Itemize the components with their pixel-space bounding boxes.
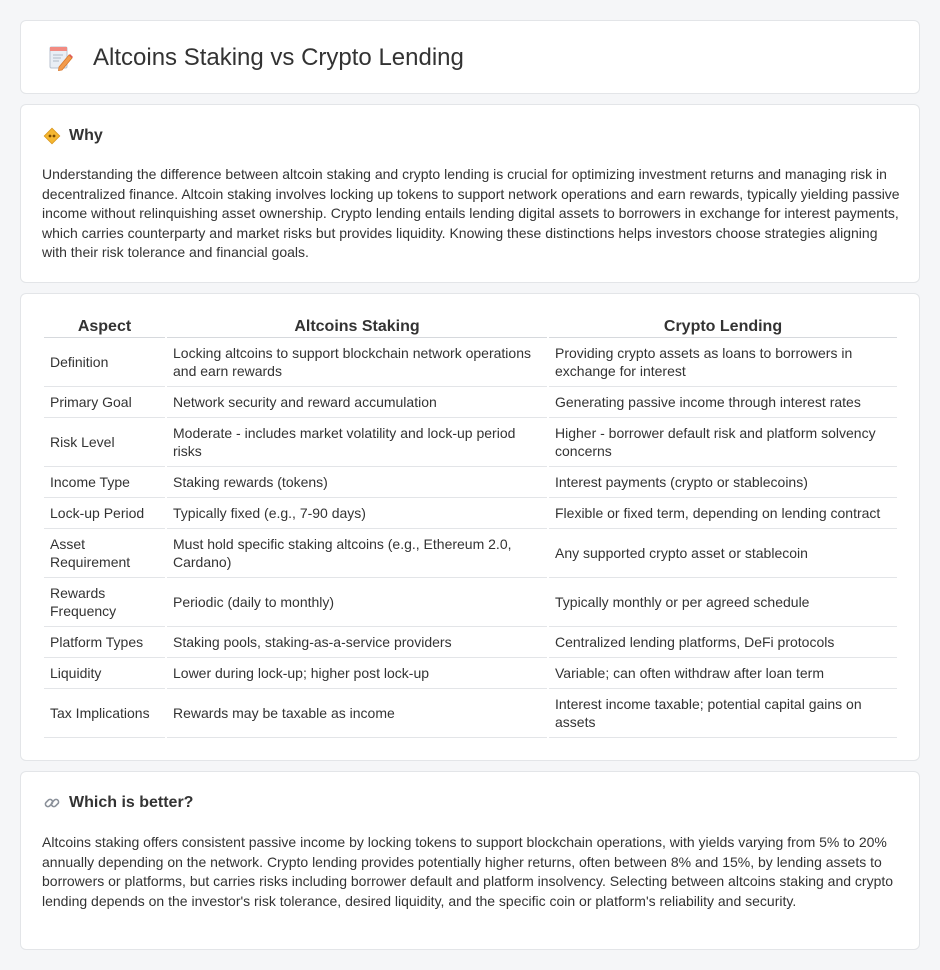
document-edit-icon xyxy=(45,43,75,73)
cell-lending: Generating passive income through interest rates xyxy=(549,387,897,418)
table-row xyxy=(44,529,897,578)
cell-staking: Typically fixed (e.g., 7-90 days) xyxy=(167,498,547,529)
table-row xyxy=(44,467,897,498)
cell-aspect: Liquidity xyxy=(44,658,165,689)
cell-staking: Must hold specific staking altcoins (e.g., Ethereum 2.0, Cardano) xyxy=(167,529,547,578)
cell-aspect: Risk Level xyxy=(44,418,165,467)
cell-lending: Providing crypto assets as loans to borrowers in exchange for interest xyxy=(549,338,897,387)
cell-lending: Interest payments (crypto or stablecoins) xyxy=(549,467,897,498)
cell-lending: Higher - borrower default risk and platform solvency concerns xyxy=(549,418,897,467)
cell-aspect: Platform Types xyxy=(44,627,165,658)
cell-staking: Periodic (daily to monthly) xyxy=(167,578,547,627)
table-row xyxy=(44,658,897,689)
cell-lending: Flexible or fixed term, depending on lending contract xyxy=(549,498,897,529)
table-row xyxy=(44,418,897,467)
cell-lending: Variable; can often withdraw after loan term xyxy=(549,658,897,689)
better-text: Altcoins staking offers consistent passive income by locking tokens to support blockchain operations, with yields varying from 5% to 20% annually depending on the network. Crypto lending provides potentially higher returns, often between 8% and 15%, by lending assets to borrowers or platforms, but carries risks including borrower default and platform insolvency. Selecting between altcoins staking and crypto lending depends on the investor's risk tolerance, desired liquidity, and the specific coin or platform's reliability and security. xyxy=(42,834,894,909)
table-row xyxy=(44,627,897,658)
comparison-section xyxy=(20,293,920,761)
header-altcoins-staking: Altcoins Staking xyxy=(167,314,547,338)
cell-aspect: Asset Requirement xyxy=(44,529,165,578)
cell-staking: Moderate - includes market volatility and lock-up period risks xyxy=(167,418,547,467)
cell-aspect: Tax Implications xyxy=(44,689,165,738)
table-row xyxy=(44,578,897,627)
cell-lending: Interest income taxable; potential capital gains on assets xyxy=(549,689,897,738)
why-heading: Why xyxy=(69,127,103,144)
cell-aspect: Rewards Frequency xyxy=(44,578,165,627)
comparison-table xyxy=(42,314,899,738)
cell-staking: Locking altcoins to support blockchain network operations and earn rewards xyxy=(167,338,547,387)
cell-aspect: Lock-up Period xyxy=(44,498,165,529)
cell-staking: Staking rewards (tokens) xyxy=(167,467,547,498)
link-icon xyxy=(43,794,61,812)
cell-lending: Any supported crypto asset or stablecoin xyxy=(549,529,897,578)
better-heading-row xyxy=(43,794,193,812)
cell-aspect: Primary Goal xyxy=(44,387,165,418)
title-row xyxy=(45,43,464,73)
header-aspect: Aspect xyxy=(44,314,165,338)
why-section xyxy=(20,104,920,283)
header-crypto-lending: Crypto Lending xyxy=(549,314,897,338)
why-text: Understanding the difference between altcoin staking and crypto lending is crucial for optimizing investment returns and managing risk in decentralized finance. Altcoin staking involves locking up tokens to support network operations and earn rewards, typically yielding passive income without relinquishing asset ownership. Crypto lending entails lending digital assets to borrowers in exchange for interest payments, which carries counterparty and market risks but provides liquidity. Knowing these distinctions helps investors choose strategies aligning with their risk tolerance and financial goals. xyxy=(42,166,900,260)
title-card xyxy=(20,20,920,94)
table-row xyxy=(44,338,897,387)
cell-staking: Rewards may be taxable as income xyxy=(167,689,547,738)
table-row xyxy=(44,689,897,738)
why-heading-row xyxy=(43,127,103,145)
cell-staking: Staking pools, staking-as-a-service providers xyxy=(167,627,547,658)
better-heading: Which is better? xyxy=(69,794,194,811)
table-row xyxy=(44,498,897,529)
table-row xyxy=(44,387,897,418)
cell-staking: Lower during lock-up; higher post lock-up xyxy=(167,658,547,689)
page-title: Altcoins Staking vs Crypto Lending xyxy=(93,44,464,71)
diamond-sign-icon xyxy=(43,127,61,145)
table-header-row xyxy=(44,314,897,338)
cell-lending: Typically monthly or per agreed schedule xyxy=(549,578,897,627)
cell-aspect: Definition xyxy=(44,338,165,387)
cell-lending: Centralized lending platforms, DeFi protocols xyxy=(549,627,897,658)
cell-aspect: Income Type xyxy=(44,467,165,498)
which-is-better-section xyxy=(20,771,920,950)
cell-staking: Network security and reward accumulation xyxy=(167,387,547,418)
